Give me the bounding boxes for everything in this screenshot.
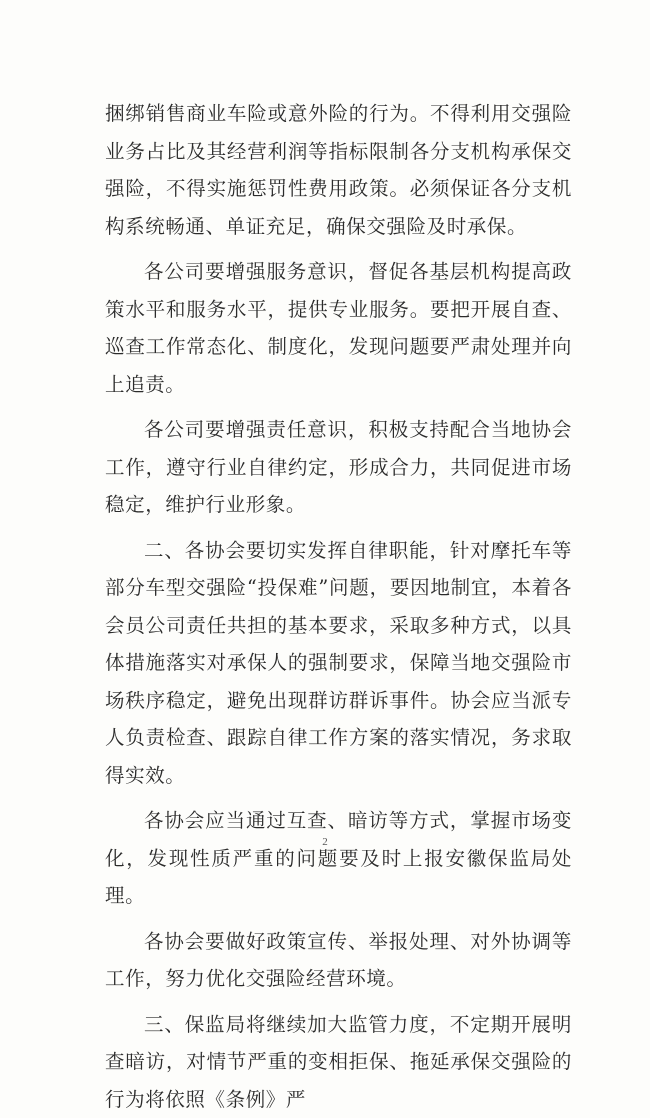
- page-number: 2: [0, 836, 650, 848]
- paragraph-6: 各协会要做好政策宣传、举报处理、对外协调等工作，努力优化交强险经营环境。: [105, 923, 572, 998]
- paragraph-3: 各公司要增强责任意识，积极支持配合当地协会工作，遵守行业自律约定，形成合力，共同促进市场稳定，维护行业形象。: [105, 411, 572, 524]
- paragraph-7: 三、保监局将继续加大监管力度，不定期开展明查暗访，对情节严重的变相拒保、拖延承保交强险的行为将依照《条例》严: [105, 1006, 572, 1118]
- paragraph-4: 二、各协会要切实发挥自律职能，针对摩托车等部分车型交强险“投保难”问题，要因地制宜，本着各会员公司责任共担的基本要求，采取多种方式，以具体措施落实对承保人的强制要求，保障当地交强险市场秩序稳定，避免出现群访群诉事件。协会应当派专人负责检查、跟踪自律工作方案的落实情况，务求取得实效。: [105, 532, 572, 795]
- paragraph-2: 各公司要增强服务意识，督促各基层机构提高政策水平和服务水平，提供专业服务。要把开展自查、巡查工作常态化、制度化，发现问题要严肃处理并向上追责。: [105, 253, 572, 403]
- paragraph-5: 各协会应当通过互查、暗访等方式，掌握市场变化，发现性质严重的问题要及时上报安徽保监局处理。: [105, 802, 572, 915]
- paragraph-1: 捆绑销售商业车险或意外险的行为。不得利用交强险业务占比及其经营利润等指标限制各分支机构承保交强险，不得实施惩罚性费用政策。必须保证各分支机构系统畅通、单证充足，确保交强险及时承保。: [105, 95, 572, 245]
